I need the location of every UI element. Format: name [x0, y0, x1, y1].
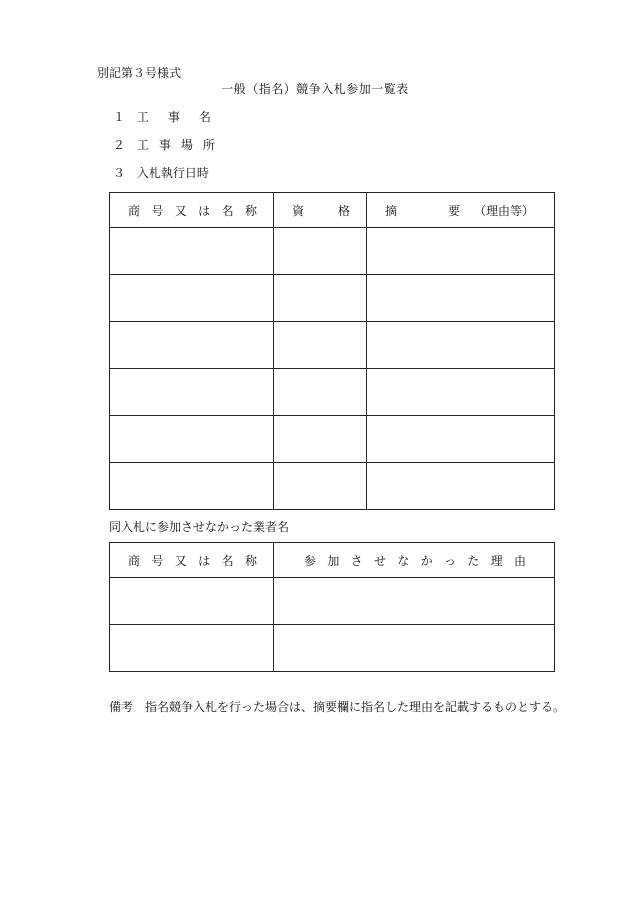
header-char: な: [397, 553, 410, 568]
table-header-row: [110, 543, 555, 578]
cell-reason[interactable]: [274, 578, 555, 625]
cell-qualification[interactable]: [274, 416, 367, 463]
cell-summary[interactable]: [367, 228, 555, 275]
header-suffix: （理由等）: [473, 203, 534, 218]
cell-company-name[interactable]: [110, 416, 274, 463]
cell-qualification[interactable]: [274, 369, 367, 416]
cell-summary[interactable]: [367, 416, 555, 463]
header-char: 資: [292, 203, 305, 218]
header-char: 名: [221, 203, 234, 218]
item-construction-site: [113, 136, 221, 153]
cell-summary[interactable]: [367, 463, 555, 510]
form-label: 別記第３号様式: [97, 66, 182, 80]
label-char: 工: [136, 110, 149, 124]
cell-qualification[interactable]: [274, 463, 367, 510]
item-label: [137, 138, 221, 152]
cell-company-name[interactable]: [110, 625, 274, 672]
item-number: ２: [113, 138, 126, 152]
item-label: 入札執行日時: [136, 166, 209, 180]
cell-summary[interactable]: [367, 322, 555, 369]
header-char: は: [198, 553, 211, 568]
remarks-prefix: 備考: [109, 700, 134, 714]
header-char: 要: [447, 203, 460, 218]
table-header-row: [110, 193, 555, 228]
label-char: 工: [136, 138, 149, 152]
header-char: 由: [513, 553, 526, 568]
item-number: １: [113, 110, 126, 124]
header-company-name: [110, 543, 274, 578]
cell-company-name[interactable]: [110, 228, 274, 275]
cell-qualification[interactable]: [274, 275, 367, 322]
header-char: 理: [490, 553, 503, 568]
header-char: は: [198, 203, 211, 218]
remarks-note: [109, 698, 565, 715]
document-title: 一般（指名）競争入札参加一覧表: [221, 82, 409, 96]
item-bid-datetime: [113, 164, 209, 181]
cell-qualification[interactable]: [274, 228, 367, 275]
header-char: 商: [128, 203, 141, 218]
item-construction-name: [113, 108, 217, 125]
cell-company-name[interactable]: [110, 463, 274, 510]
table-row: [110, 322, 555, 369]
cell-company-name[interactable]: [110, 578, 274, 625]
header-qualification: [274, 193, 367, 228]
table-row: [110, 463, 555, 510]
table-row: [110, 578, 555, 625]
cell-qualification[interactable]: [274, 322, 367, 369]
header-char: 名: [221, 553, 234, 568]
cell-company-name[interactable]: [110, 275, 274, 322]
section-excluded-label: 同入札に参加させなかった業者名: [109, 520, 290, 534]
table-row: [110, 275, 555, 322]
header-char: 号: [151, 203, 164, 218]
item-number: ３: [113, 166, 126, 180]
header-char: っ: [443, 553, 456, 568]
label-char: 事: [158, 138, 171, 152]
header-company-name: [110, 193, 274, 228]
header-summary: [367, 193, 555, 228]
remarks-text: 指名競争入札を行った場合は、摘要欄に指名した理由を記載するものとする。: [145, 700, 566, 714]
label-char: 名: [198, 110, 211, 124]
cell-company-name[interactable]: [110, 369, 274, 416]
header-reason: [274, 543, 555, 578]
header-char: 加: [327, 553, 340, 568]
header-char: 称: [244, 203, 257, 218]
label-char: 事: [167, 110, 180, 124]
header-char: 又: [174, 203, 187, 218]
cell-reason[interactable]: [274, 625, 555, 672]
label-char: 所: [202, 138, 215, 152]
header-char: さ: [350, 553, 363, 568]
header-char: 摘: [385, 203, 398, 218]
label-char: 場: [180, 138, 193, 152]
header-char: 格: [337, 203, 350, 218]
cell-summary[interactable]: [367, 369, 555, 416]
table-row: [110, 228, 555, 275]
header-char: か: [420, 553, 433, 568]
header-char: 参: [304, 553, 317, 568]
excluded-table: [109, 542, 555, 672]
table-row: [110, 369, 555, 416]
header-char: せ: [373, 553, 386, 568]
header-char: 称: [244, 553, 257, 568]
header-char: た: [467, 553, 480, 568]
cell-summary[interactable]: [367, 275, 555, 322]
header-char: 号: [151, 553, 164, 568]
table-row: [110, 416, 555, 463]
item-label: [137, 110, 217, 124]
header-char: 又: [174, 553, 187, 568]
table-row: [110, 625, 555, 672]
cell-company-name[interactable]: [110, 322, 274, 369]
header-char: 商: [128, 553, 141, 568]
participants-table: [109, 192, 555, 510]
